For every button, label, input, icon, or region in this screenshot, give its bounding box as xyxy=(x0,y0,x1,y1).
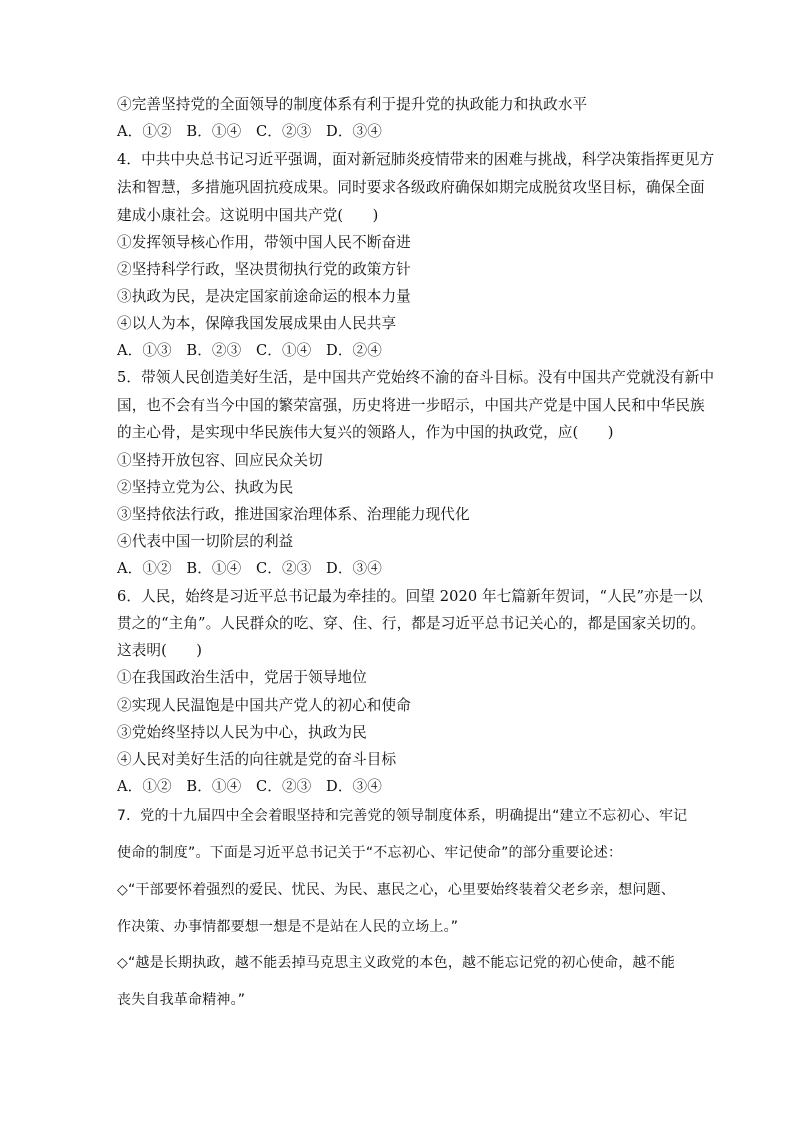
q6-option-1: ①在我国政治生活中，党居于领导地位 xyxy=(117,669,367,686)
q7-quote-1-line-2: 作决策、办事情都要想一想是不是站在人民的立场上。” xyxy=(117,919,459,935)
q4-option-2: ②坚持科学行政，坚决贯彻执行党的政策方针 xyxy=(117,261,411,278)
q5-option-1: ①坚持开放包容、回应民众关切 xyxy=(117,452,323,469)
q6-answer-choices: A．①② B．①④ C．②③ D．③④ xyxy=(117,778,382,795)
q6-option-2: ②实现人民温饱是中国共产党人的初心和使命 xyxy=(117,697,411,714)
q5-option-2: ②坚持立党为公、执政为民 xyxy=(117,479,294,496)
q4-answer-choices: A．①③ B．②③ C．①④ D．②④ xyxy=(117,342,382,359)
q4-option-3: ③执政为民，是决定国家前途命运的根本力量 xyxy=(117,288,411,305)
q4-option-4: ④以人为本，保障我国发展成果由人民共享 xyxy=(117,315,397,332)
q4-stem-line-2: 法和智慧，多措施巩固抗疫成果。同时要求各级政府确保如期完成脱贫攻坚目标，确保全面 xyxy=(117,179,705,196)
q5-option-3: ③坚持依法行政，推进国家治理体系、治理能力现代化 xyxy=(117,506,470,523)
q4-stem-line-1: 4．中共中央总书记习近平强调，面对新冠肺炎疫情带来的困难与挑战，科学决策指挥更见方 xyxy=(117,151,715,168)
q4-stem-line-3: 建成小康社会。这说明中国共产党( ) xyxy=(117,207,379,224)
q6-option-4: ④人民对美好生活的向往就是党的奋斗目标 xyxy=(117,751,397,768)
q6-stem-line-2: 贯之的“主角”。人民群众的吃、穿、住、行，都是习近平总书记关心的，都是国家关切的。 xyxy=(117,615,706,632)
q5-stem-line-1: 5．带领人民创造美好生活，是中国共产党始终不渝的奋斗目标。没有中国共产党就没有新中 xyxy=(117,369,715,386)
q6-stem-line-1: 6．人民，始终是习近平总书记最为牵挂的。回望 2020 年七篇新年贺词，“人民”亦是一以 xyxy=(117,588,703,605)
q5-stem-line-3: 的主心骨，是实现中华民族伟大复兴的领路人，作为中国的执政党，应( ) xyxy=(117,424,614,441)
q5-stem-line-2: 国，也不会有当今中国的繁荣富强，历史将进一步昭示，中国共产党是中国人民和中华民族 xyxy=(117,397,705,414)
q7-quote-2-line-2: 丧失自我革命精神。” xyxy=(117,992,246,1008)
q4-option-1: ①发挥领导核心作用，带领中国人民不断奋进 xyxy=(117,234,411,251)
q5-answer-choices: A．①② B．①④ C．②③ D．③④ xyxy=(117,560,382,577)
q7-stem-line-1: 7．党的十九届四中全会着眼坚持和完善党的领导制度体系，明确提出“建立不忘初心、牢记 xyxy=(117,808,688,824)
q6-stem-line-3: 这表明( ) xyxy=(117,642,203,659)
q7-quote-2-line-1: ◇“越是长期执政，越不能丢掉马克思主义政党的本色，越不能忘记党的初心使命，越不能 xyxy=(117,955,676,971)
q5-option-4: ④代表中国一切阶层的利益 xyxy=(117,533,294,550)
q7-quote-1-line-1: ◇“干部要怀着强烈的爱民、忧民、为民、惠民之心，心里要始终装着父老乡亲，想问题、 xyxy=(117,882,676,898)
q3-answer-choices: A．①② B．①④ C．②③ D．③④ xyxy=(117,123,382,140)
q7-stem-line-2: 使命的制度”。下面是习近平总书记关于“不忘初心、牢记使命”的部分重要论述： xyxy=(117,845,623,861)
q6-option-3: ③党始终坚持以人民为中心，执政为民 xyxy=(117,724,367,741)
q3-option-4: ④完善坚持党的全面领导的制度体系有利于提升党的执政能力和执政水平 xyxy=(117,96,588,113)
